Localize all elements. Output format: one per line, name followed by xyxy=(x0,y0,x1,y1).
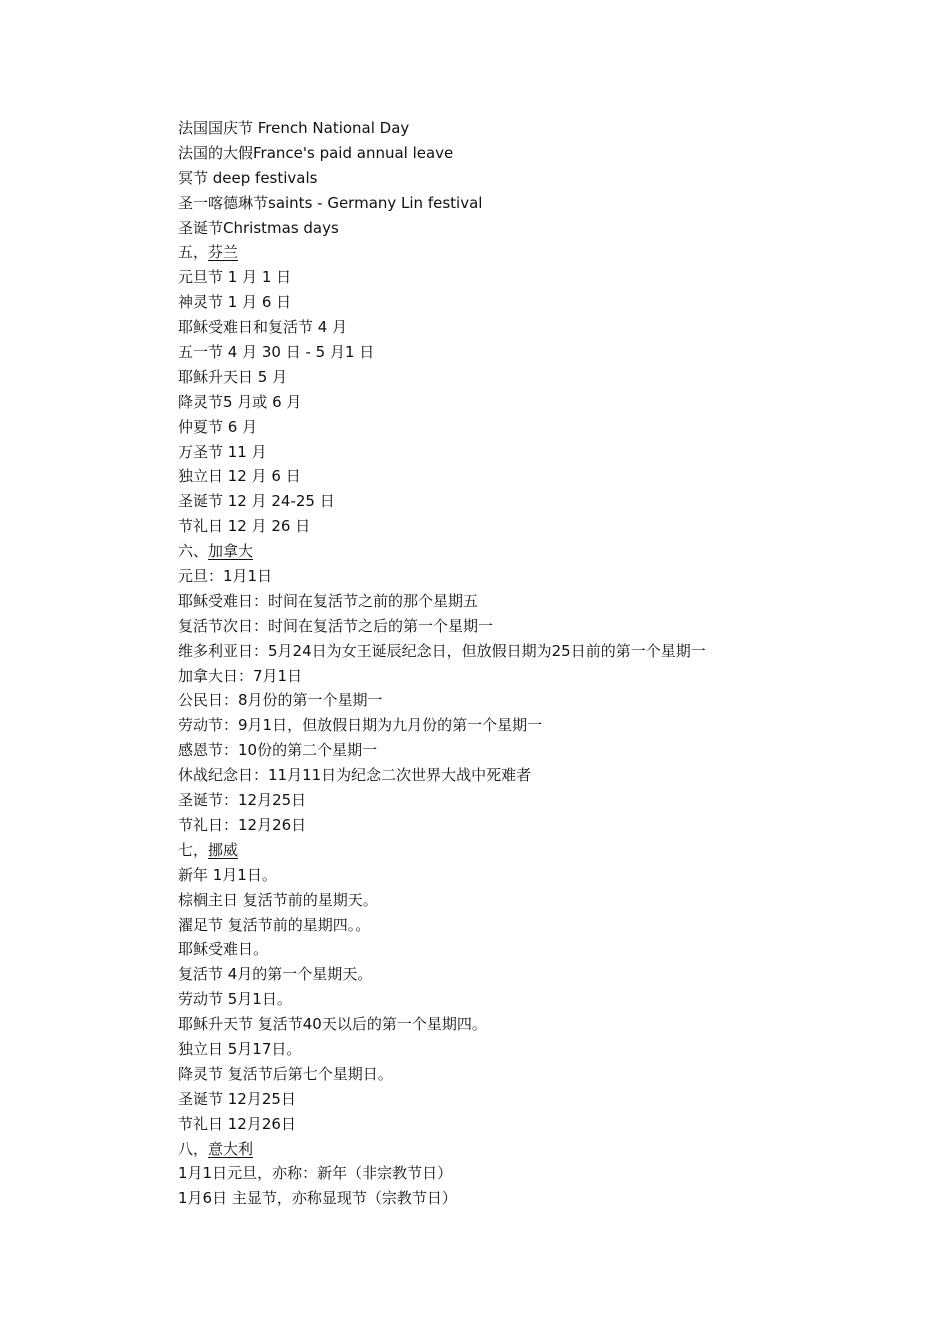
section-number: 八， xyxy=(178,1139,209,1158)
text-line: 复活节 4月的第一个星期天。 xyxy=(178,965,373,984)
text-line: 节礼日 12 月 26 日 xyxy=(178,517,311,536)
section-number: 五， xyxy=(178,243,209,262)
text-line: 五一节 4 月 30 日 - 5 月1 日 xyxy=(178,343,375,362)
text-line: 神灵节 1 月 6 日 xyxy=(178,293,292,312)
text-line: 法国的大假France's paid annual leave xyxy=(178,143,454,162)
text-line: 濯足节 复活节前的星期四。。 xyxy=(178,915,371,934)
document-body xyxy=(178,116,918,1211)
section-heading xyxy=(178,539,918,564)
text-line: 独立日 5月17日。 xyxy=(178,1039,302,1058)
text-line: 劳动节：9月1日，但放假日期为九月份的第一个星期一 xyxy=(178,716,543,735)
text-line: 元旦：1月1日 xyxy=(178,567,273,586)
section-country-name: 挪威 xyxy=(208,840,239,859)
section-heading xyxy=(178,1137,918,1162)
text-line: 耶稣受难日：时间在复活节之前的那个星期五 xyxy=(178,591,479,610)
text-line: 耶稣升天日 5 月 xyxy=(178,367,288,386)
text-line: 圣诞节 12月25日 xyxy=(178,1089,296,1108)
text-line: 节礼日 12月26日 xyxy=(178,1114,296,1133)
text-line: 万圣节 11 月 xyxy=(178,442,267,461)
section-number: 六、 xyxy=(178,542,209,561)
text-line: 冥节 deep festivals xyxy=(178,168,318,187)
section-number: 七， xyxy=(178,840,209,859)
text-line: 节礼日：12月26日 xyxy=(178,815,307,834)
text-line: 耶稣受难日和复活节 4 月 xyxy=(178,318,348,337)
text-line: 独立日 12 月 6 日 xyxy=(178,467,301,486)
text-line: 圣诞节Christmas days xyxy=(178,218,339,237)
text-line: 休战纪念日：11月11日为纪念二次世界大战中死难者 xyxy=(178,766,532,785)
text-line: 复活节次日：时间在复活节之后的第一个星期一 xyxy=(178,616,494,635)
section-heading xyxy=(178,240,918,265)
text-line: 仲夏节 6 月 xyxy=(178,417,258,436)
text-line: 公民日：8月份的第一个星期一 xyxy=(178,691,383,710)
text-line: 法国国庆节 French National Day xyxy=(178,119,410,137)
text-line: 新年 1月1日。 xyxy=(178,865,277,884)
text-line: 圣一喀德琳节saints - Germany Lin festival xyxy=(178,193,483,212)
text-line: 劳动节 5月1日。 xyxy=(178,990,292,1009)
section-country-name: 意大利 xyxy=(208,1139,254,1158)
text-line: 降灵节5 月或 6 月 xyxy=(178,392,302,411)
section-heading xyxy=(178,838,918,863)
text-line: 维多利亚日：5月24日为女王诞辰纪念日，但放假日期为25日前的第一个星期一 xyxy=(178,641,706,660)
text-line: 降灵节 复活节后第七个星期日。 xyxy=(178,1064,393,1083)
text-line: 感恩节：10份的第二个星期一 xyxy=(178,741,378,760)
text-line: 棕榈主日 复活节前的星期天。 xyxy=(178,890,378,909)
section-country-name: 芬兰 xyxy=(208,243,239,262)
section-country-name: 加拿大 xyxy=(208,542,254,561)
text-line: 1月6日 主显节，亦称显现节（宗教节日） xyxy=(178,1189,457,1208)
text-line: 元旦节 1 月 1 日 xyxy=(178,268,292,287)
text-line: 圣诞节：12月25日 xyxy=(178,791,307,810)
text-line: 加拿大日：7月1日 xyxy=(178,666,303,685)
text-line: 1月1日元旦，亦称：新年（非宗教节日） xyxy=(178,1164,453,1183)
text-line: 圣诞节 12 月 24-25 日 xyxy=(178,492,335,511)
text-line: 耶稣升天节 复活节40天以后的第一个星期四。 xyxy=(178,1015,487,1034)
text-line: 耶稣受难日。 xyxy=(178,940,269,959)
